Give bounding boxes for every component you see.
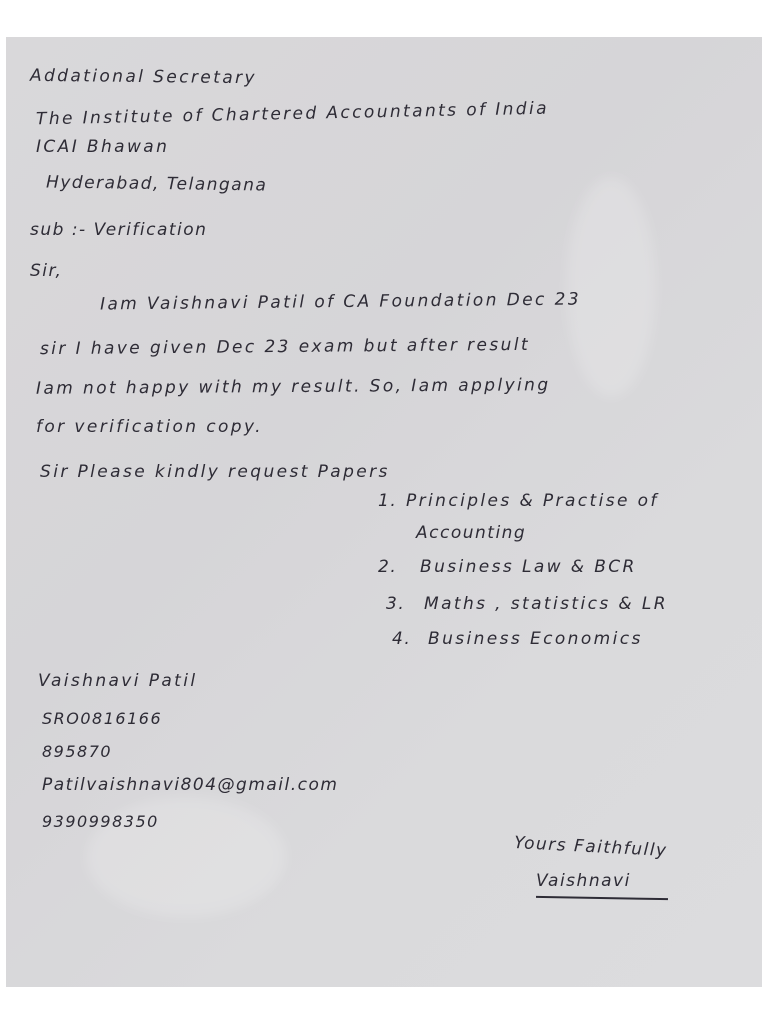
address-line-1: Addational Secretary <box>29 65 258 89</box>
address-line-3: ICAI Bhawan <box>36 137 170 157</box>
sender-email: Patilvaishnavi804@gmail.com <box>42 775 339 795</box>
paper-item-number: 4. <box>392 629 412 649</box>
sender-name: Vaishnavi Patil <box>38 671 198 691</box>
closing-text: Yours Faithfully <box>513 832 668 862</box>
subject-line: sub :- Verification <box>30 220 208 240</box>
paper-item-name: Principles & Practise of <box>406 491 659 511</box>
letter-paper <box>6 37 762 987</box>
paper-item-continuation: Accounting <box>416 523 527 543</box>
body-line-4: for verification copy. <box>36 417 263 437</box>
paper-crease <box>566 177 656 397</box>
signature-underline <box>536 896 668 900</box>
body-line-5: Sir Please kindly request Papers <box>40 462 390 482</box>
paper-item-number: 2. <box>378 557 398 577</box>
sender-roll-number: 895870 <box>42 742 113 761</box>
body-line-3: Iam not happy with my result. So, Iam applying <box>35 375 551 399</box>
body-line-2: sir I have given Dec 23 exam but after result <box>39 334 531 360</box>
sender-registration-number: SRO0816166 <box>42 709 163 728</box>
paper-item-name: Maths , statistics & LR <box>424 594 668 614</box>
paper-item-name: Business Law & BCR <box>420 557 637 577</box>
address-line-4: Hyderabad, Telangana <box>45 172 268 196</box>
signature: Vaishnavi <box>536 871 631 891</box>
sender-phone: 9390998350 <box>42 812 159 831</box>
address-line-2: The Institute of Chartered Accountants of India <box>35 98 550 130</box>
paper-item-name: Business Economics <box>428 629 643 649</box>
paper-item-number: 3. <box>386 594 406 614</box>
salutation: Sir, <box>30 261 63 281</box>
paper-item-number: 1. <box>378 491 398 511</box>
body-line-1: Iam Vaishnavi Patil of CA Foundation Dec 23 <box>99 289 582 315</box>
